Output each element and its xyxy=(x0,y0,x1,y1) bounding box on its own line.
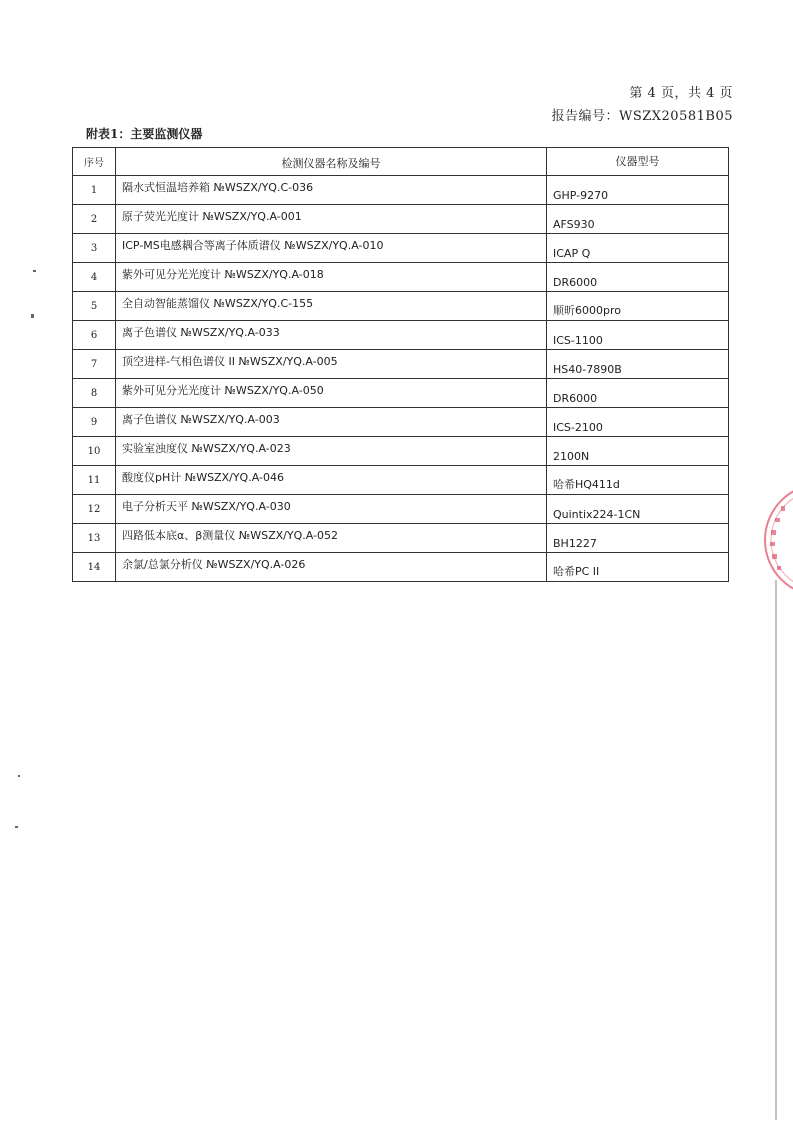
instrument-name: 余氯/总氯分析仪 №WSZX/YQ.A-026 xyxy=(116,553,547,582)
table-row xyxy=(73,176,729,205)
scan-mark xyxy=(33,270,36,272)
instrument-table xyxy=(72,147,729,582)
table-row xyxy=(73,466,729,495)
table-row xyxy=(73,437,729,466)
row-number: 2 xyxy=(73,205,116,234)
instrument-name: 离子色谱仪 №WSZX/YQ.A-033 xyxy=(116,321,547,350)
scan-mark xyxy=(31,314,34,318)
row-number: 8 xyxy=(73,379,116,408)
instrument-name: 紫外可见分光光度计 №WSZX/YQ.A-018 xyxy=(116,263,547,292)
scan-edge-line xyxy=(775,580,777,1120)
instrument-model: DR6000 xyxy=(547,379,729,408)
row-number: 14 xyxy=(73,553,116,582)
row-number: 13 xyxy=(73,524,116,553)
instrument-name: 四路低本底α、β测量仪 №WSZX/YQ.A-052 xyxy=(116,524,547,553)
instrument-name: 隔水式恒温培养箱 №WSZX/YQ.C-036 xyxy=(116,176,547,205)
instrument-name: 酸度仪pH计 №WSZX/YQ.A-046 xyxy=(116,466,547,495)
table-row xyxy=(73,553,729,582)
page-indicator: 第 4 页，共 4 页 xyxy=(629,86,733,101)
instrument-model: 哈希HQ411d xyxy=(547,466,729,495)
row-number: 3 xyxy=(73,234,116,263)
instrument-model: ICAP Q xyxy=(547,234,729,263)
row-number: 11 xyxy=(73,466,116,495)
column-header-model: 仪器型号 xyxy=(547,148,729,176)
row-number: 10 xyxy=(73,437,116,466)
instrument-model: 哈希PC II xyxy=(547,553,729,582)
row-number: 1 xyxy=(73,176,116,205)
row-number: 6 xyxy=(73,321,116,350)
instrument-model: GHP-9270 xyxy=(547,176,729,205)
row-number: 4 xyxy=(73,263,116,292)
instrument-model: Quintix224-1CN xyxy=(547,495,729,524)
row-number: 12 xyxy=(73,495,116,524)
table-row xyxy=(73,350,729,379)
instrument-name: 顶空进样-气相色谱仪 II №WSZX/YQ.A-005 xyxy=(116,350,547,379)
instrument-name: ICP-MS电感耦合等离子体质谱仪 №WSZX/YQ.A-010 xyxy=(116,234,547,263)
table-row xyxy=(73,408,729,437)
instrument-name: 电子分析天平 №WSZX/YQ.A-030 xyxy=(116,495,547,524)
row-number: 9 xyxy=(73,408,116,437)
table-row xyxy=(73,292,729,321)
instrument-model: HS40-7890B xyxy=(547,350,729,379)
scan-mark xyxy=(15,826,18,828)
instrument-model: DR6000 xyxy=(547,263,729,292)
report-number: 报告编号：WSZX20581B05 xyxy=(551,109,733,124)
table-row xyxy=(73,205,729,234)
instrument-name: 实验室浊度仪 №WSZX/YQ.A-023 xyxy=(116,437,547,466)
instrument-model: ICS-1100 xyxy=(547,321,729,350)
table-row xyxy=(73,524,729,553)
row-number: 5 xyxy=(73,292,116,321)
instrument-model: AFS930 xyxy=(547,205,729,234)
instrument-name: 离子色谱仪 №WSZX/YQ.A-003 xyxy=(116,408,547,437)
page-header-info xyxy=(551,84,733,126)
table-row xyxy=(73,321,729,350)
instrument-model: 顺昕6000pro xyxy=(547,292,729,321)
instrument-model: 2100N xyxy=(547,437,729,466)
table-row xyxy=(73,234,729,263)
instrument-name: 全自动智能蒸馏仪 №WSZX/YQ.C-155 xyxy=(116,292,547,321)
table-row xyxy=(73,379,729,408)
table-row xyxy=(73,495,729,524)
column-header-name: 检测仪器名称及编号 xyxy=(116,148,547,176)
table-caption: 附表1：主要监测仪器 xyxy=(86,127,203,141)
table-row xyxy=(73,263,729,292)
row-number: 7 xyxy=(73,350,116,379)
column-header-no: 序号 xyxy=(73,148,116,176)
instrument-model: BH1227 xyxy=(547,524,729,553)
table-header-row xyxy=(73,148,729,176)
instrument-name: 紫外可见分光光度计 №WSZX/YQ.A-050 xyxy=(116,379,547,408)
instrument-model: ICS-2100 xyxy=(547,408,729,437)
scan-mark xyxy=(18,775,20,777)
instrument-name: 原子荧光光度计 №WSZX/YQ.A-001 xyxy=(116,205,547,234)
